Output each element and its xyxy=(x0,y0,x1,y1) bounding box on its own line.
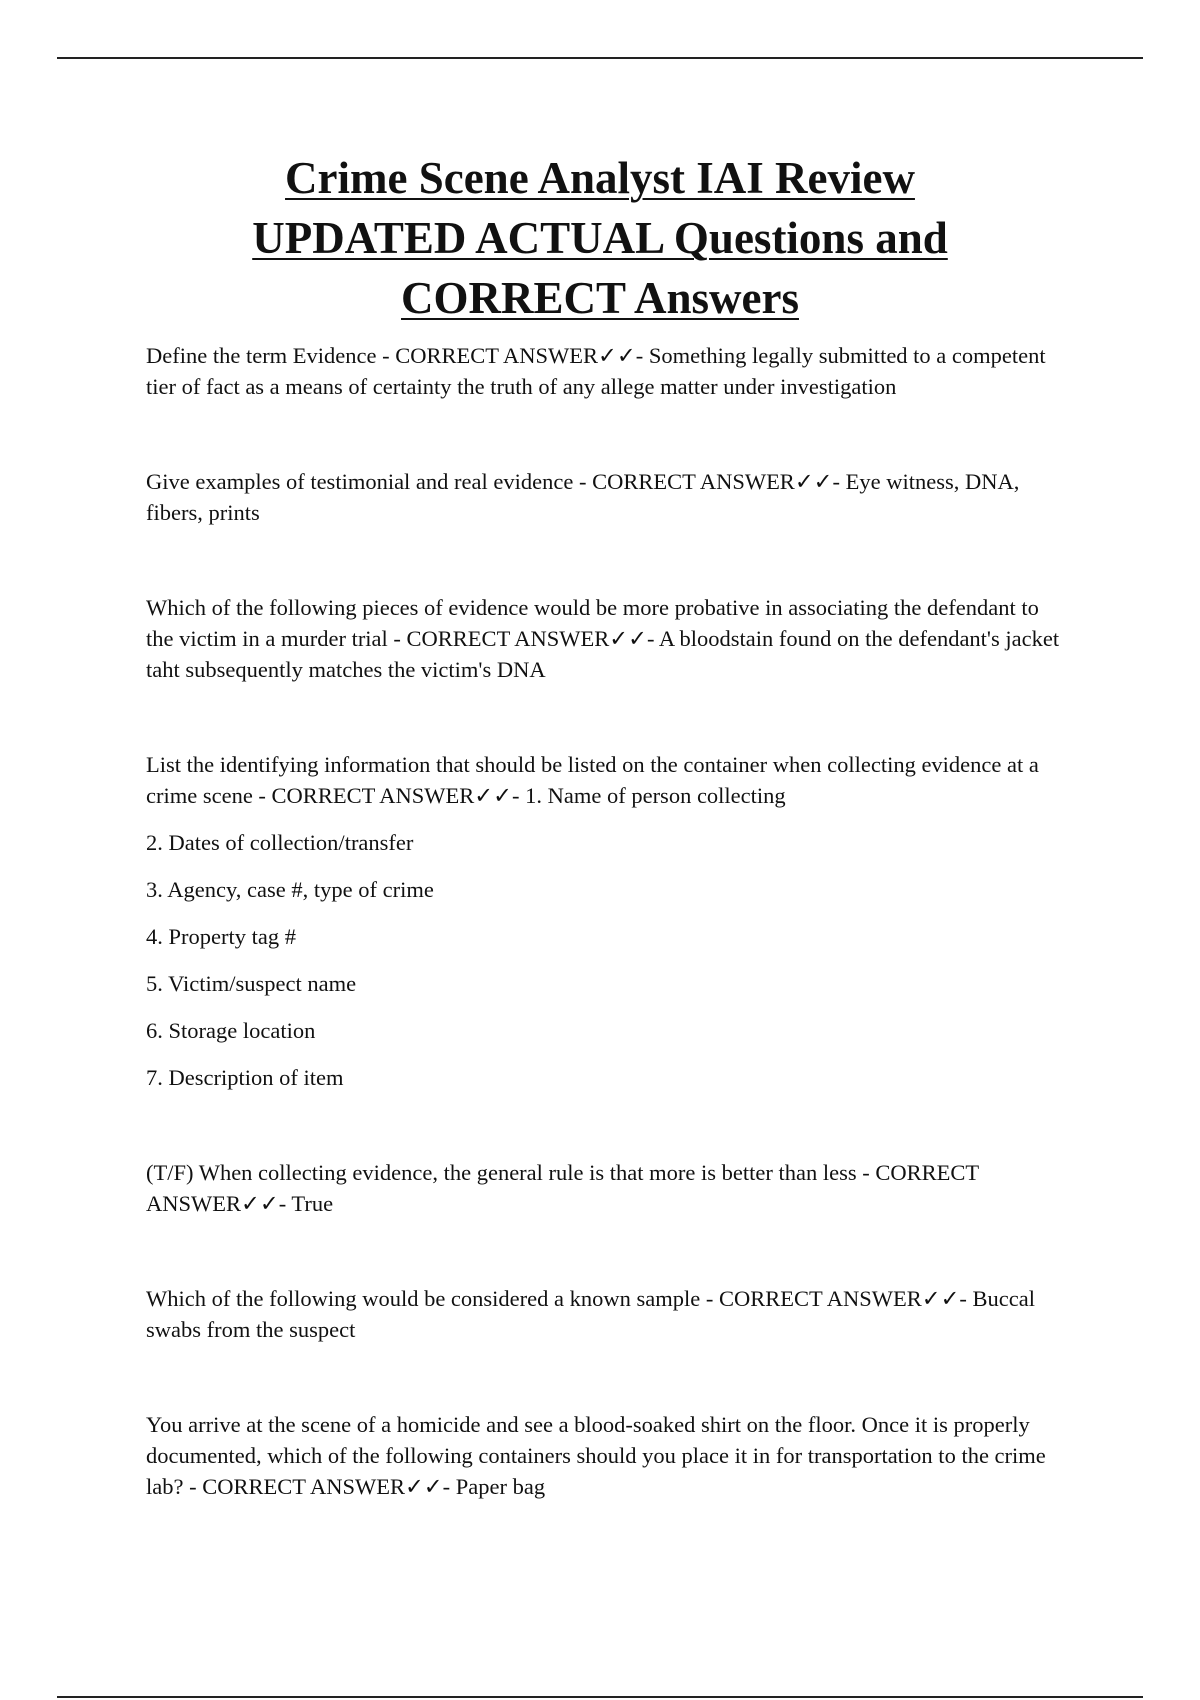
title-line: Crime Scene Analyst IAI Review xyxy=(285,153,915,203)
title-line: CORRECT Answers xyxy=(401,273,799,323)
header-rule xyxy=(57,57,1143,59)
qa-item: Define the term Evidence - CORRECT ANSWER✓✓- Something legally submitted to a competent tier of fact as a means of certainty the truth of any allege matter under investigation xyxy=(146,343,1046,399)
qa-item: Which of the following would be considered a known sample - CORRECT ANSWER✓✓- Buccal swabs from the suspect xyxy=(146,1286,1036,1342)
qa-item: List the identifying information that should be listed on the container when collecting evidence at a crime scene - CORRECT ANSWER✓✓- 1. Name of person collecting xyxy=(146,752,1039,808)
list-item: 7. Description of item xyxy=(146,1065,344,1090)
qa-item: Which of the following pieces of evidence would be more probative in associating the defendant to the victim in a murder trial - CORRECT ANSWER✓✓- A bloodstain found on the defendant's jacket taht subsequently matches the victim's DNA xyxy=(146,595,1060,682)
qa-item: You arrive at the scene of a homicide and see a blood-soaked shirt on the floor. Once it is properly documented, which of the following containers should you place it in for transportation to the crime lab? - CORRECT ANSWER✓✓- Paper bag xyxy=(146,1412,1046,1499)
list-item: 5. Victim/suspect name xyxy=(146,971,357,996)
title-line: UPDATED ACTUAL Questions and xyxy=(252,213,948,263)
list-item: 6. Storage location xyxy=(146,1018,316,1043)
footer-rule xyxy=(57,1696,1143,1698)
list-item: 2. Dates of collection/transfer xyxy=(146,830,414,855)
page-title xyxy=(120,148,1080,328)
qa-content xyxy=(146,340,1066,1502)
list-item: 3. Agency, case #, type of crime xyxy=(146,877,434,902)
list-item: 4. Property tag # xyxy=(146,924,296,949)
qa-item: Give examples of testimonial and real evidence - CORRECT ANSWER✓✓- Eye witness, DNA, fibers, prints xyxy=(146,469,1020,525)
qa-item: (T/F) When collecting evidence, the general rule is that more is better than less - CORRECT ANSWER✓✓- True xyxy=(146,1160,979,1216)
